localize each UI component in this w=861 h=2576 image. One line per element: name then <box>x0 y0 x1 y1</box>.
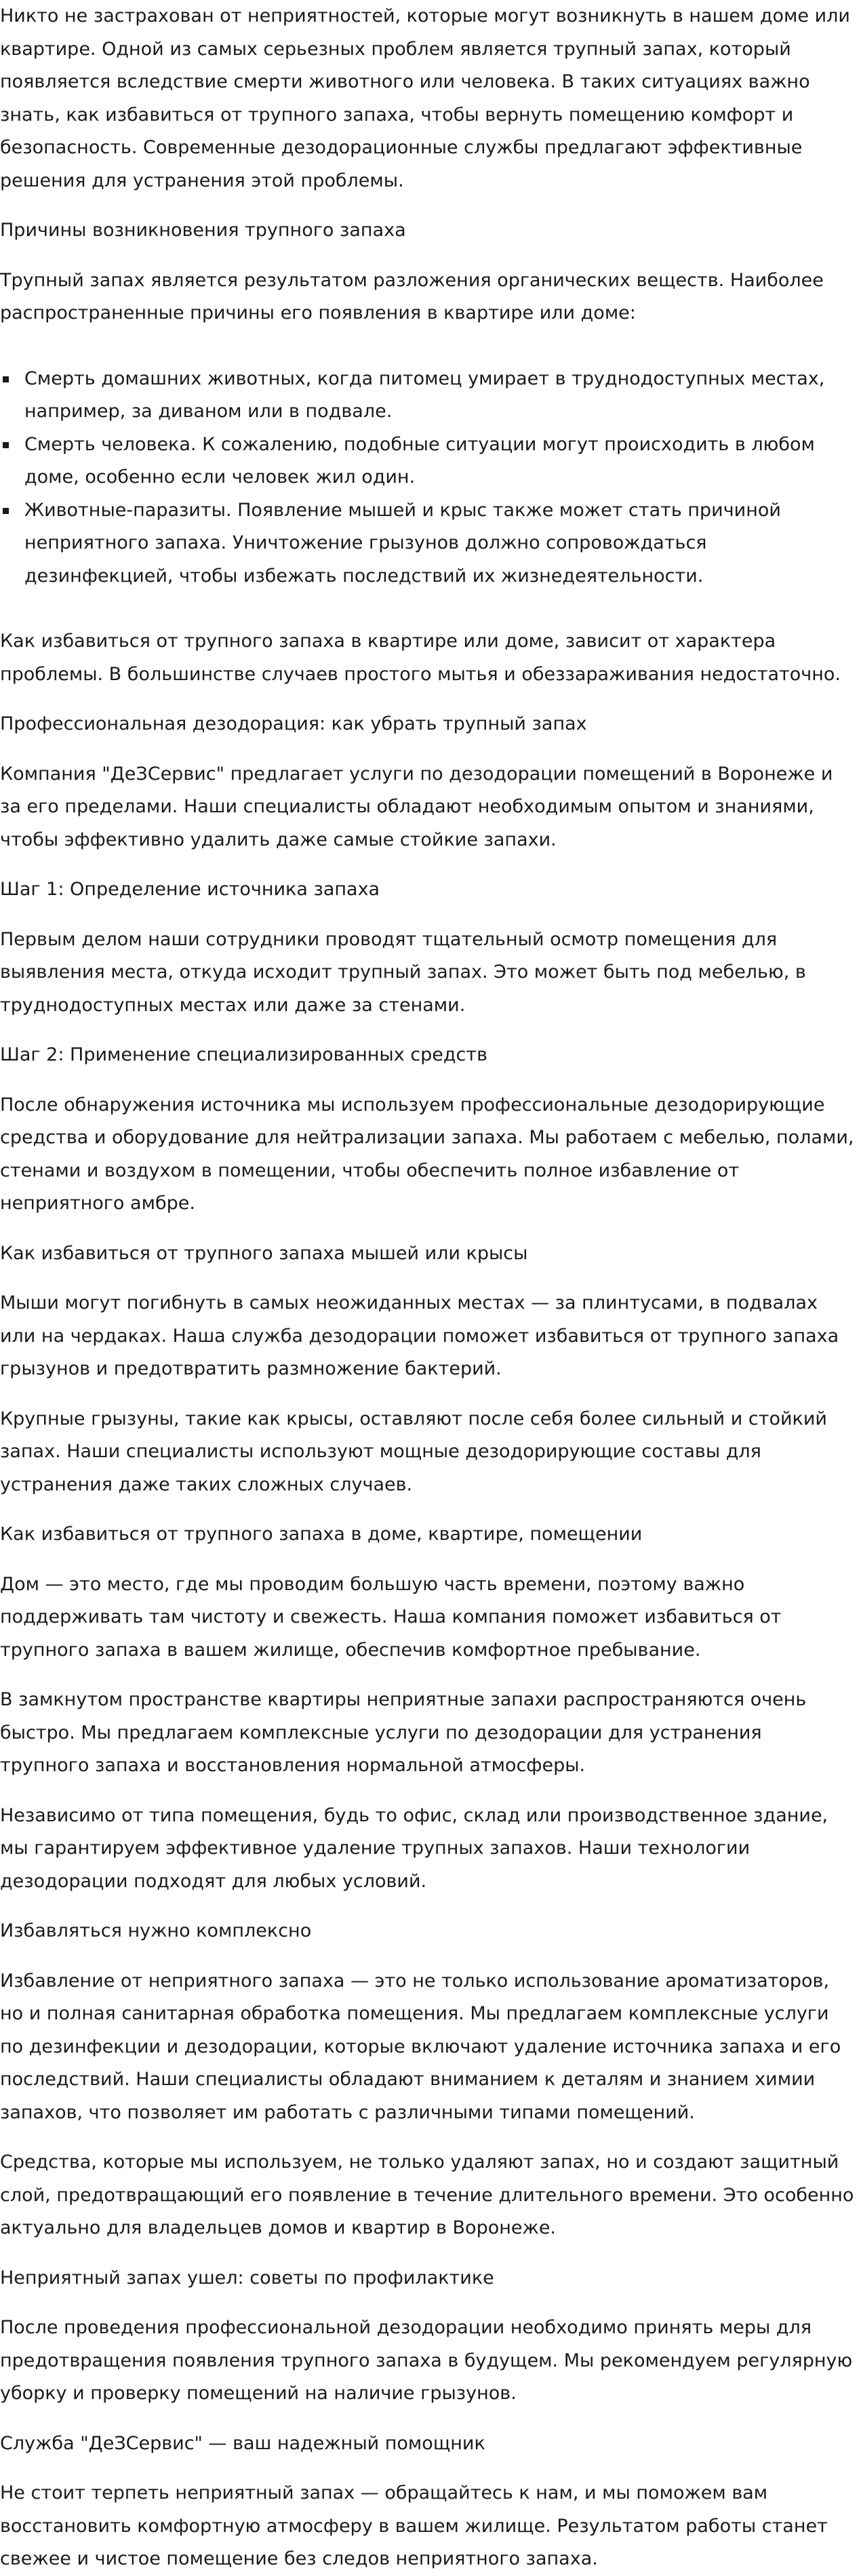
home-paragraph-3: Независимо от типа помещения, будь то офис, склад или производственное здание, мы гарантируем эффективное удаление трупных запахов. Наши технологии дезодорации подходят для любых условий. <box>0 1804 828 1892</box>
complex-paragraph-1: Избавление от неприятного запаха — это не только использование ароматизаторов, но и полная санитарная обработка помещения. Мы предлагаем комплексные услуги по дезинфекции и дезодорации, которые включают удаление источника запаха и его последствий. Наши специалисты обладают вниманием к деталям и знанием химии запахов, что позволяет им работать с различными типами помещений. <box>0 1970 841 2123</box>
causes-list <box>0 363 854 593</box>
list-item <box>0 429 854 494</box>
home-paragraph-2: В замкнутом пространстве квартиры неприятные запахи распространяются очень быстро. Мы предлагаем комплексные услуги по дезодорации для устранения трупного запаха и восстановления нормальной атмосферы. <box>0 1689 807 1776</box>
heading-step-1: Шаг 1: Определение источника запаха <box>0 879 380 900</box>
heading-rodents: Как избавиться от трупного запаха мышей или крысы <box>0 1242 528 1264</box>
service-paragraph: Не стоит терпеть неприятный запах — обращайтесь к нам, и мы поможем вам восстановить комфортную атмосферу в вашем жилище. Результатом работы станет свежее и чистое помещение без следов неприятного запаха. <box>0 2482 828 2569</box>
square-bullet-icon <box>3 442 9 448</box>
list-item <box>0 363 854 429</box>
step-1-paragraph: Первым делом наши сотрудники проводят тщательный осмотр помещения для выявления места, откуда исходит трупный запах. Это может быть под мебелью, в труднодоступных местах или даже за стенами. <box>0 928 806 1016</box>
home-paragraph-1: Дом — это место, где мы проводим большую часть времени, поэтому важно поддерживать там чистоту и свежесть. Наша компания поможет избавиться от трупного запаха в вашем жилище, обеспечив комфортное пребывание. <box>0 1573 782 1661</box>
square-bullet-icon <box>3 376 9 382</box>
list-item-text: Смерть человека. К сожалению, подобные ситуации могут происходить в любом доме, особенно если человек жил один. <box>24 433 815 488</box>
intro-paragraph: Никто не застрахован от неприятностей, которые могут возникнуть в нашем доме или квартире. Одной из самых серьезных проблем является трупный запах, который появляется вследствие смерти животного или человека. В таких ситуациях важно знать, как избавиться от трупного запаха, чтобы вернуть помещению комфорт и безопасность. Современные дезодорационные службы предлагают эффективные решения для устранения этой проблемы. <box>0 5 850 191</box>
list-item-text: Смерть домашних животных, когда питомец умирает в труднодоступных местах, например, за диваном или в подвале. <box>24 368 825 422</box>
complex-paragraph-2: Средства, которые мы используем, не только удаляют запах, но и создают защитный слой, предотвращающий его появление в течение длительного времени. Это особенно актуально для владельцев домов и квартир в Воронеже. <box>0 2152 854 2238</box>
list-item-text: Животные-паразиты. Появление мышей и крыс также может стать причиной неприятного запаха. Уничтожение грызунов должно сопровождаться дезинфекцией, чтобы избежать последствий их жизнедеятельности. <box>24 499 781 587</box>
list-item <box>0 494 854 593</box>
professional-paragraph: Компания "ДеЗСервис" предлагает услуги по дезодорации помещений в Воронеже и за его пределами. Наши специалисты обладают необходимым опытом и знаниями, чтобы эффективно удалить даже самые стойкие запахи. <box>0 763 833 850</box>
after-list-paragraph: Как избавиться от трупного запаха в квартире или доме, зависит от характера проблемы. В большинстве случаев простого мытья и обеззараживания недостаточно. <box>0 631 841 685</box>
prevention-paragraph: После проведения профессиональной дезодорации необходимо принять меры для предотвращения появления трупного запаха в будущем. Мы рекомендуем регулярную уборку и проверку помещений на наличие грызунов. <box>0 2317 853 2404</box>
heading-home: Как избавиться от трупного запаха в доме, квартире, помещении <box>0 1524 643 1545</box>
heading-step-2: Шаг 2: Применение специализированных средств <box>0 1044 488 1065</box>
heading-causes: Причины возникновения трупного запаха <box>0 220 406 241</box>
rodents-paragraph-2: Крупные грызуны, такие как крысы, оставляют после себя более сильный и стойкий запах. Наши специалисты используют мощные дезодорирующие составы для устранения даже таких сложных случаев. <box>0 1408 827 1495</box>
rodents-paragraph-1: Мыши могут погибнуть в самых неожиданных местах — за плинтусами, в подвалах или на чердаках. Наша служба дезодорации поможет избавиться от трупного запаха грызунов и предотвратить размножение бактерий. <box>0 1292 839 1379</box>
heading-prevention: Неприятный запах ушел: советы по профилактике <box>0 2267 494 2288</box>
heading-complex: Избавляться нужно комплексно <box>0 1920 312 1941</box>
heading-service: Служба "ДеЗСервис" — ваш надежный помощник <box>0 2432 485 2454</box>
square-bullet-icon <box>3 508 9 514</box>
causes-paragraph: Трупный запах является результатом разложения органических веществ. Наиболее распространенные причины его появления в квартире или доме: <box>0 269 824 323</box>
step-2-paragraph: После обнаружения источника мы используем профессиональные дезодорирующие средства и оборудование для нейтрализации запаха. Мы работаем с мебелью, полами, стенами и воздухом в помещении, чтобы обеспечить полное избавление от неприятного амбре. <box>0 1094 854 1214</box>
heading-professional: Профессиональная дезодорация: как убрать трупный запах <box>0 713 587 734</box>
